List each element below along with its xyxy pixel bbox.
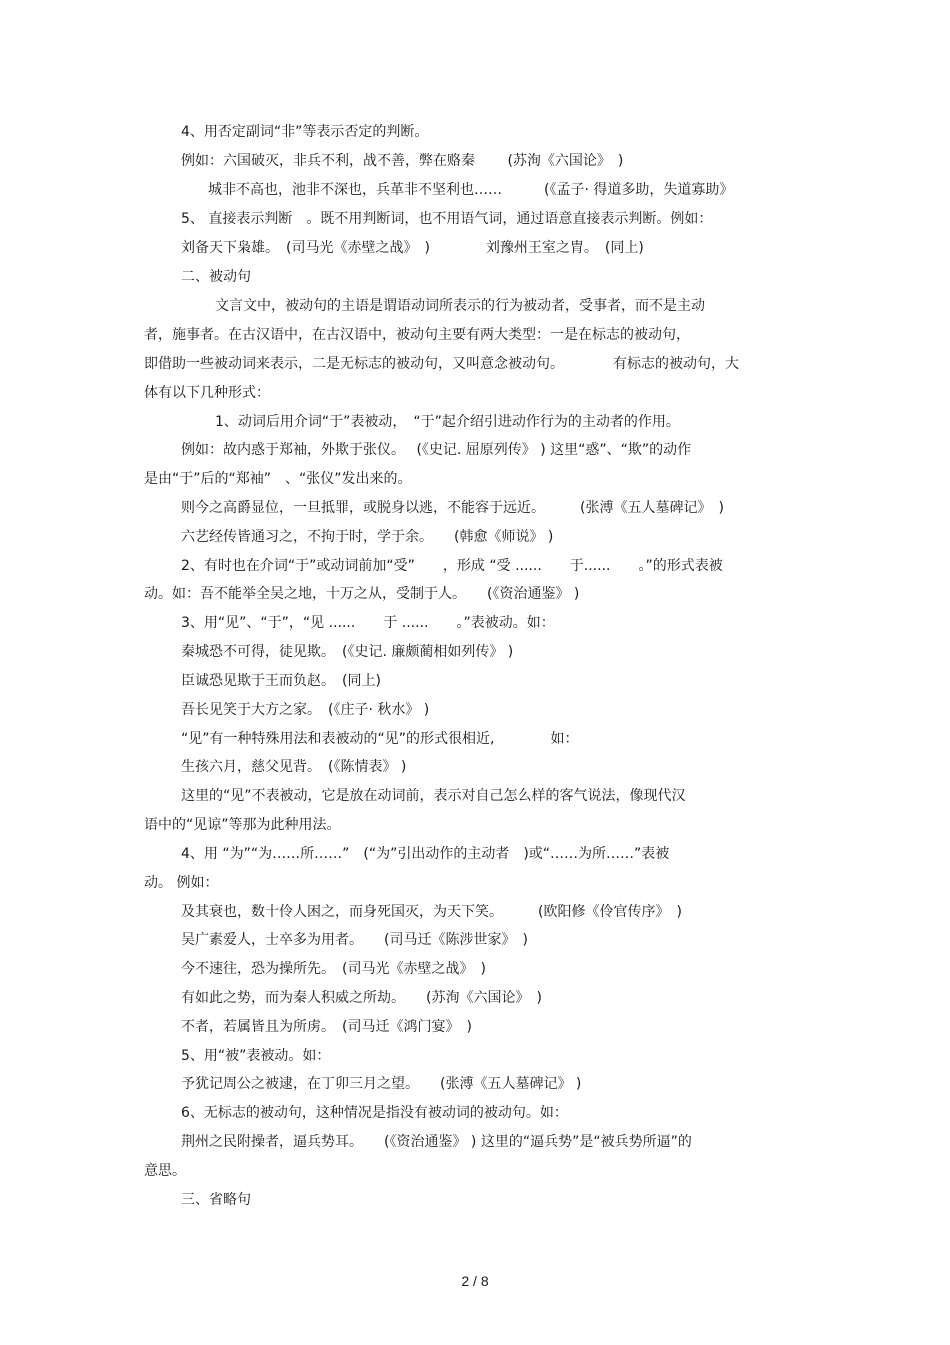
text-line: 文言文中，被动句的主语是谓语动词所表示的行为被动者，受事者，而不是主动 [215,298,705,314]
text-line: “见”有一种特殊用法和表被动的“见”的形式很相近, 如： [181,731,579,747]
text-line: 动。 例如： [144,875,219,891]
text-line: 秦城恐不可得，徒见欺。 (《史记. 廉颇蔺相如列传》 ) [181,644,514,660]
section-heading: 二、被动句 [181,269,251,285]
text-line: 语中的“见谅”等那为此种用法。 [144,817,341,833]
text-line: 及其衰也，数十伶人困之，而身死国灭，为天下笑。 (欧阳修《伶官传序》 ) [181,904,682,920]
text-line: 吴广素爱人，士卒多为用者。 (司马迁《陈涉世家》 ) [181,932,528,948]
page-number: 2 / 8 [461,1273,489,1289]
text-line: 2、有时也在介词“于”或动词前加“受” ，形成 “受 ...... 于...... 。”的形式表被 [181,558,723,574]
text-line: 即借助一些被动词来表示，二是无标志的被动句，又叫意念被动句。 有标志的被动句，大 [144,356,739,372]
text-line: 臣诚恐见欺于王而负赵。 (同上) [181,673,381,689]
text-line: 六艺经传皆通习之，不拘于时，学于余。 (韩愈《师说》 ) [181,529,554,545]
text-line: 今不速往，恐为操所先。 (司马光《赤壁之战》 ) [181,961,486,977]
text-line: 生孩六月，慈父见背。 (《陈情表》 ) [181,759,407,775]
text-line: 吾长见笑于大方之家。 (《庄子· 秋水》 ) [181,702,430,718]
text-line: 例如：故内惑于郑袖，外欺于张仪。 (《史记. 屈原列传》 ) 这里“惑”、“欺”的动作 [181,442,692,458]
text-line: 这里的“见”不表被动，它是放在动词前，表示对自己怎么样的客气说法，像现代汉 [181,788,686,804]
text-line: 予犹记周公之被逮，在丁卯三月之望。 (张溥《五人墓碑记》 ) [181,1076,582,1092]
text-line: 刘备天下枭雄。 (司马光《赤壁之战》 ) 刘豫州王室之胄。 (同上) [181,240,644,256]
text-line: 意思。 [144,1163,186,1179]
text-line: 6、无标志的被动句，这种情况是指没有被动词的被动句。如： [181,1105,568,1121]
text-line: 是由“于”后的“郑袖” 、“张仪”发出来的。 [144,471,412,487]
text-line: 有如此之势，而为秦人积威之所劫。 (苏洵《六国论》 ) [181,990,542,1006]
text-line: 4、用 “为”“为……所……” (“为”引出动作的主动者 )或“……为所……”表被 [181,846,670,862]
text-line: 3、用“见”、“于”，“见 ...... 于 ...... 。”表被动。如： [181,615,555,631]
text-line: 荆州之民附操者，逼兵势耳。 (《资治通鉴》 ) 这里的“逼兵势”是“被兵势所逼”的 [181,1134,692,1150]
text-line: 则今之高爵显位，一旦抵罪，或脱身以逃，不能容于远近。 (张溥《五人墓碑记》 ) [181,500,724,516]
text-line: 动。如：吾不能举全吴之地，十万之从，受制于人。 (《资治通鉴》 ) [144,586,580,602]
text-line: 城非不高也，池非不深也，兵革非不坚利也…… (《孟子· 得道多助，失道寡助》 [208,182,734,198]
text-line: 体有以下几种形式： [144,385,270,401]
section-heading: 三、省略句 [181,1192,251,1208]
text-line: 5、 直接表示判断 。既不用判断词，也不用语气词，通过语意直接表示判断。例如： [181,211,713,227]
text-line: 4、用否定副词“非”等表示否定的判断。 [181,124,429,140]
text-line: 5、用“被”表被动。如： [181,1048,331,1064]
text-line: 者，施事者。在古汉语中，在古汉语中，被动句主要有两大类型：一是在标志的被动句， [144,327,690,343]
text-line: 不者，若属皆且为所虏。 (司马迁《鸿门宴》 ) [181,1019,472,1035]
text-line: 1、动词后用介词“于”表被动， “于”起介绍引进动作行为的主动者的作用。 [215,414,680,430]
text-line: 例如：六国破灭，非兵不利，战不善，弊在赂秦 (苏洵《六国论》 ) [181,153,624,169]
